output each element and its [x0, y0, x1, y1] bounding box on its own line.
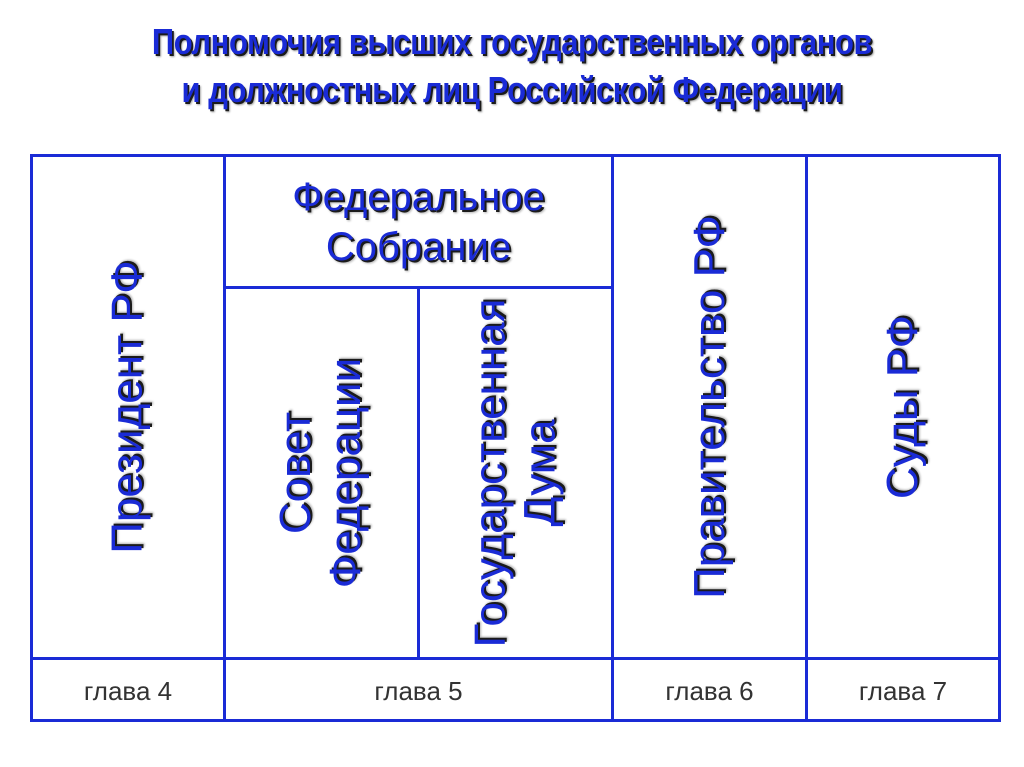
- chapter-president: глава 4: [83, 675, 173, 706]
- courts-cell: [808, 157, 998, 657]
- title-line-1: Полномочия высших государственных органов: [151, 21, 873, 62]
- president-label: Президент РФ: [103, 260, 153, 554]
- state-duma-cell: [420, 289, 611, 657]
- chapter-government: глава 6: [665, 675, 754, 706]
- federation-council-line-1: Совет: [271, 411, 321, 535]
- diagram-title: [72, 18, 953, 114]
- state-duma-line-2: Дума: [515, 419, 565, 527]
- president-cell: [33, 157, 223, 657]
- title-line-2: и должностных лиц Российской Федерации: [181, 69, 843, 110]
- federation-council-cell: [226, 289, 417, 657]
- chapter-federal-assembly: глава 5: [374, 675, 463, 706]
- government-label: Правительство РФ: [684, 215, 734, 599]
- federal-assembly-label-line-1: Федеральное: [292, 174, 545, 219]
- state-duma-line-1: Государственная: [465, 298, 515, 648]
- chapter-courts: глава 7: [858, 675, 948, 706]
- federation-council-line-2: Федерации: [321, 357, 371, 589]
- government-cell: [614, 157, 805, 657]
- federation-council-label: [272, 358, 372, 588]
- courts-label: Суды РФ: [878, 314, 927, 500]
- federal-assembly-label-line-2: Собрание: [325, 224, 512, 269]
- state-duma-label: [466, 299, 566, 648]
- federal-assembly-cell: [226, 157, 611, 286]
